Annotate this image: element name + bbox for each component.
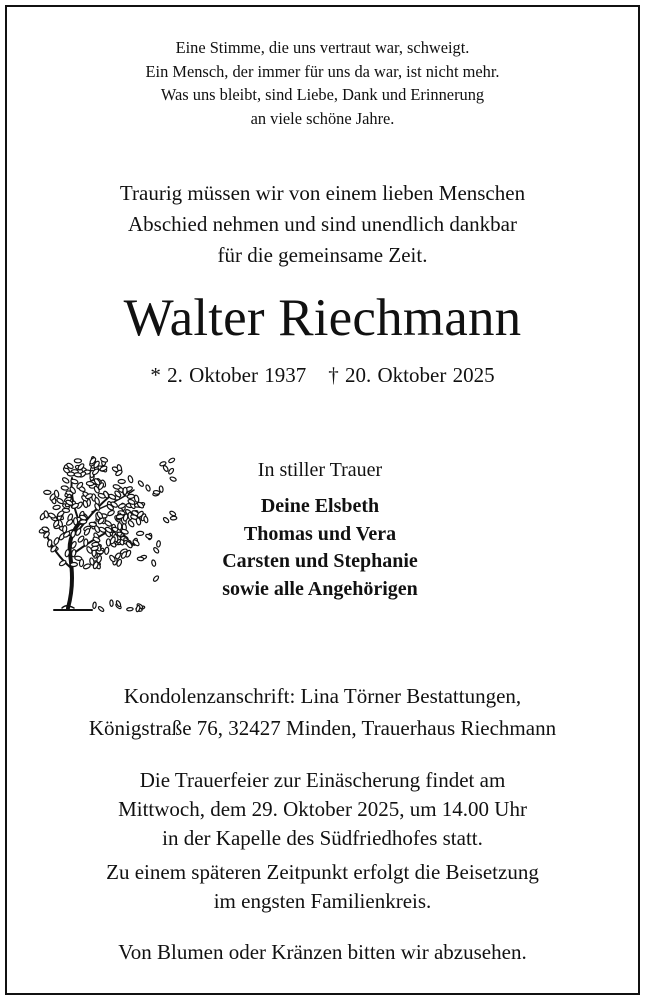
service-line: Mittwoch, dem 29. Oktober 2025, um 14.00 Uhr <box>118 797 527 821</box>
mourner-name: Deine Elsbeth <box>260 495 380 517</box>
service-line: in der Kapelle des Südfriedhofes statt. <box>162 826 483 850</box>
verse-line: Eine Stimme, die uns vertraut war, schweigt. <box>175 38 470 57</box>
funeral-service-info <box>0 766 645 853</box>
verse-line: Was uns bleibt, sind Liebe, Dank und Erinnerung <box>160 85 485 104</box>
burial-line: im engsten Familienkreis. <box>213 889 432 913</box>
mourner-name: Thomas und Vera <box>243 522 397 545</box>
intro-line: Abschied nehmen und sind unendlich dankbar <box>128 212 517 236</box>
burial-line: Zu einem späteren Zeitpunkt erfolgt die Beisetzung <box>106 860 539 884</box>
flowers-note: Von Blumen oder Kränzen bitten wir abzusehen. <box>118 940 527 964</box>
mourner-name: Carsten und Stephanie <box>222 550 418 572</box>
memorial-verse <box>0 36 645 130</box>
verse-line: Ein Mensch, der immer für uns da war, ist nicht mehr. <box>145 61 500 81</box>
mourners-list <box>170 493 470 603</box>
verse-line: an viele schöne Jahre. <box>250 108 395 128</box>
windblown-tree-icon <box>30 436 180 616</box>
burial-info <box>0 858 645 916</box>
deceased-name: Walter Riechmann <box>123 289 522 347</box>
condolence-address <box>0 680 645 744</box>
death-date: † 20. Oktober 2025 <box>328 363 495 387</box>
intro-text <box>0 178 645 271</box>
mourning-heading: In stiller Trauer <box>257 459 383 481</box>
mourner-name: sowie alle Angehörigen <box>222 577 418 600</box>
intro-line: für die gemeinsame Zeit. <box>217 243 428 267</box>
address-line: Kondolenzanschrift: Lina Törner Bestattungen, <box>123 684 522 708</box>
intro-line: Traurig müssen wir von einem lieben Menschen <box>119 181 526 205</box>
address-line: Königstraße 76, 32427 Minden, Trauerhaus Riechmann <box>88 716 557 740</box>
life-dates <box>0 360 645 390</box>
birth-date: * 2. Oktober 1937 <box>150 363 307 387</box>
service-line: Die Trauerfeier zur Einäscherung findet am <box>139 768 506 792</box>
